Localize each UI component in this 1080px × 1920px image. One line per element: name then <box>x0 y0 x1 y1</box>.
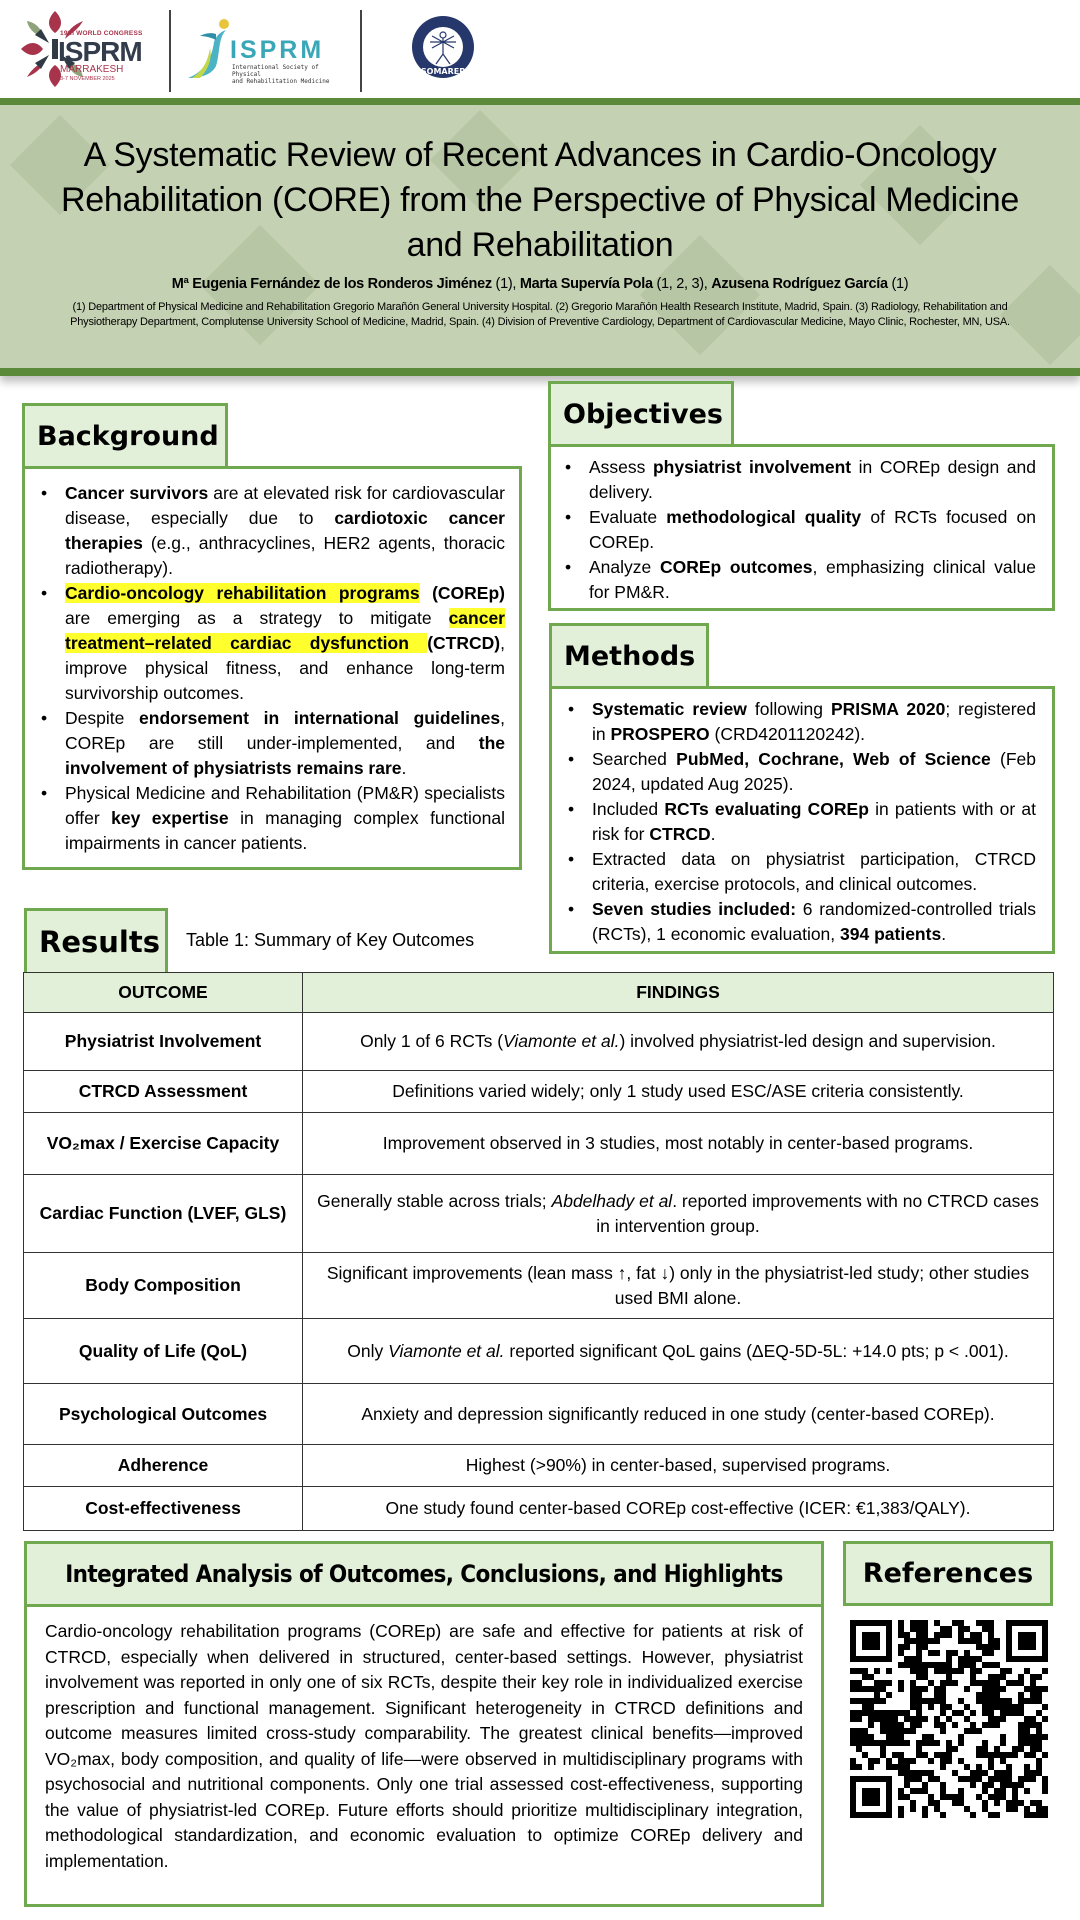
author-affiliation: (1) <box>887 276 909 292</box>
congress-edition: 19th WORLD CONGRESS <box>60 30 143 37</box>
findings-cell: Only 1 of 6 RCTs (Viamonte et al.) involved physiatrist-led design and supervision. <box>303 1013 1054 1071</box>
author-affiliation: (1), <box>491 276 520 292</box>
bullet-item: • Searched PubMed, Cochrane, Web of Science (Feb 2024, updated Aug 2025). <box>558 747 1036 797</box>
author-name: Marta Supervía Pola <box>519 276 653 292</box>
society-line1: International Society of Physical <box>232 64 319 78</box>
findings-cell: Highest (>90%) in center-based, supervised programs. <box>303 1445 1054 1487</box>
table-row <box>24 1253 1054 1319</box>
findings-cell: Generally stable across trials; Abdelhady et al. reported improvements with no CTRCD cases in intervention group. <box>303 1175 1054 1253</box>
table-row <box>24 1071 1054 1113</box>
bullet-item: • Seven studies included: 6 randomized-controlled trials (RCTs), 1 economic evaluation, 394 patients. <box>558 897 1036 947</box>
congress-dates: 3-7 NOVEMBER 2025 <box>60 76 115 82</box>
findings-cell: Significant improvements (lean mass ↑, fat ↓) only in the physiatrist-led study; other studies used BMI alone. <box>303 1253 1054 1319</box>
bullet-item: • Analyze COREp outcomes, emphasizing clinical value for PM&R. <box>555 555 1036 605</box>
table-row <box>24 1445 1054 1487</box>
table-caption: Table 1: Summary of Key Outcomes <box>186 930 475 950</box>
methods-panel <box>549 686 1055 954</box>
outcome-cell: Quality of Life (QoL) <box>24 1319 303 1384</box>
results-heading: Results <box>24 908 168 972</box>
table-body <box>24 1013 1054 1531</box>
column-header-findings: FINDINGS <box>303 973 1054 1013</box>
methods-heading: Methods <box>549 623 709 689</box>
isprm-congress-logo <box>20 8 150 90</box>
bullet-item: • Cancer survivors are at elevated risk for cardiovascular disease, especially due to cardiotoxic cancer therapies (e.g., anthracyclines, HER2 agents, thoracic radiotherapy). <box>31 481 505 581</box>
logo-divider <box>169 10 171 92</box>
affiliations: (1) Department of Physical Medicine and Rehabilitation Gregorio Marañón General University Hospital. (2) Gregorio Marañón Health Research Institute, Madrid, Spain. (3) Radiology, Rehabilitation and Physiotherapy Department, Complutense University School of Medicine, Madrid, Spain. (4) Division of Preventive Cardiology, Department of Cardiovascular Medicine, Mayo Clinic, Rochester, MN, USA. <box>70 301 1010 328</box>
poster-title: A Systematic Review of Recent Advances in Cardio-Oncology Rehabilitation (CORE) from the Perspective of Physical Medicine and Rehabilitation <box>60 136 1020 264</box>
references-heading: References <box>843 1541 1053 1606</box>
outcome-cell: Cost-effectiveness <box>24 1487 303 1531</box>
table-row <box>24 1175 1054 1253</box>
isprm-society-logo <box>186 18 346 85</box>
outcome-cell: CTRCD Assessment <box>24 1071 303 1113</box>
findings-cell: Improvement observed in 3 studies, most notably in center-based programs. <box>303 1113 1054 1175</box>
integrated-analysis-heading: Integrated Analysis of Outcomes, Conclusions, and Highlights <box>24 1541 824 1607</box>
findings-cell: One study found center-based COREp cost-effective (ICER: €1,383/QALY). <box>303 1487 1054 1531</box>
background-heading: Background <box>22 403 228 469</box>
logo-bar <box>0 0 1080 98</box>
table-header-row <box>24 973 1054 1013</box>
outcome-cell: Adherence <box>24 1445 303 1487</box>
findings-cell: Only Viamonte et al. reported significant QoL gains (ΔEQ-5D-5L: +14.0 pts; p < .001). <box>303 1319 1054 1384</box>
logo-divider <box>360 10 362 92</box>
outcome-cell: Physiatrist Involvement <box>24 1013 303 1071</box>
society-name: ISPRM <box>230 36 325 64</box>
somarep-text: SOMAREP <box>420 67 466 76</box>
objectives-panel <box>548 444 1055 611</box>
outcome-cell: Cardiac Function (LVEF, GLS) <box>24 1175 303 1253</box>
table-row <box>24 1487 1054 1531</box>
congress-city: MARRAKESH <box>60 64 124 75</box>
outcome-cell: Body Composition <box>24 1253 303 1319</box>
bullet-item: • Cardio-oncology rehabilitation programs (COREp) are emerging as a strategy to mitigate cancer treatment–related cardiac dysfunction (CTRCD), improve physical fitness, and enhance long-term survivorship outcomes. <box>31 581 505 706</box>
congress-name: ISPRM <box>58 36 142 67</box>
outcome-cell: VO₂max / Exercise Capacity <box>24 1113 303 1175</box>
bullet-item: • Despite endorsement in international guidelines, COREp are still under-implemented, and the involvement of physiatrists remains rare. <box>31 706 505 781</box>
author-name: Azusena Rodríguez García <box>711 276 888 292</box>
author-name: Mª Eugenia Fernández de los Ronderos Jiménez <box>171 276 492 292</box>
bullet-item: • Included RCTs evaluating COREp in patients with or at risk for CTRCD. <box>558 797 1036 847</box>
author-list <box>0 276 1080 292</box>
bullet-item: • Assess physiatrist involvement in COREp design and delivery. <box>555 455 1036 505</box>
methods-list <box>558 697 1036 947</box>
table-row <box>24 1384 1054 1445</box>
outcome-cell: Psychological Outcomes <box>24 1384 303 1445</box>
table-row <box>24 1013 1054 1071</box>
bullet-item: • Extracted data on physiatrist participation, CTRCD criteria, exercise protocols, and clinical outcomes. <box>558 847 1036 897</box>
title-banner <box>0 98 1080 376</box>
bullet-item: • Systematic review following PRISMA 2020; registered in PROSPERO (CRD4201120242). <box>558 697 1036 747</box>
table-row <box>24 1319 1054 1384</box>
vitruvian-emblem-icon <box>410 14 476 80</box>
society-line2: and Rehabilitation Medicine <box>232 78 330 85</box>
author-affiliation: (1, 2, 3), <box>652 276 712 292</box>
background-list <box>31 481 505 856</box>
bullet-item: • Physical Medicine and Rehabilitation (PM&R) specialists offer key expertise in managing complex functional impairments in cancer patients. <box>31 781 505 856</box>
table-row <box>24 1113 1054 1175</box>
qr-code-icon[interactable] <box>850 1620 1048 1818</box>
findings-cell: Anxiety and depression significantly reduced in one study (center-based COREp). <box>303 1384 1054 1445</box>
findings-cell: Definitions varied widely; only 1 study used ESC/ASE criteria consistently. <box>303 1071 1054 1113</box>
background-panel <box>22 466 522 870</box>
objectives-list <box>555 455 1036 605</box>
integrated-analysis-text: Cardio-oncology rehabilitation programs (COREp) are safe and effective for patients at risk of CTRCD, especially when delivered in structured, center-based settings. However, physiatrist involvement was reported in only one of six RCTs, despite their key role in individualized exercise prescription and functional management. Significant heterogeneity in CTRCD definitions and outcome measures limited cross-study comparability. The greatest clinical benefits—improved VO₂max, body composition, and quality of life—were observed in multidisciplinary programs with psychosocial and nutritional components. Only one trial assessed cost-effectiveness, supporting the value of physiatrist-led COREp. Future efforts should prioritize multidisciplinary integration, methodological standardization, and economic evaluation to optimize COREp delivery and implementation. <box>24 1604 824 1907</box>
outcomes-table <box>23 972 1054 1531</box>
column-header-outcome: OUTCOME <box>24 973 303 1013</box>
bullet-item: • Evaluate methodological quality of RCTs focused on COREp. <box>555 505 1036 555</box>
objectives-heading: Objectives <box>548 381 734 447</box>
somarep-logo <box>410 14 478 82</box>
